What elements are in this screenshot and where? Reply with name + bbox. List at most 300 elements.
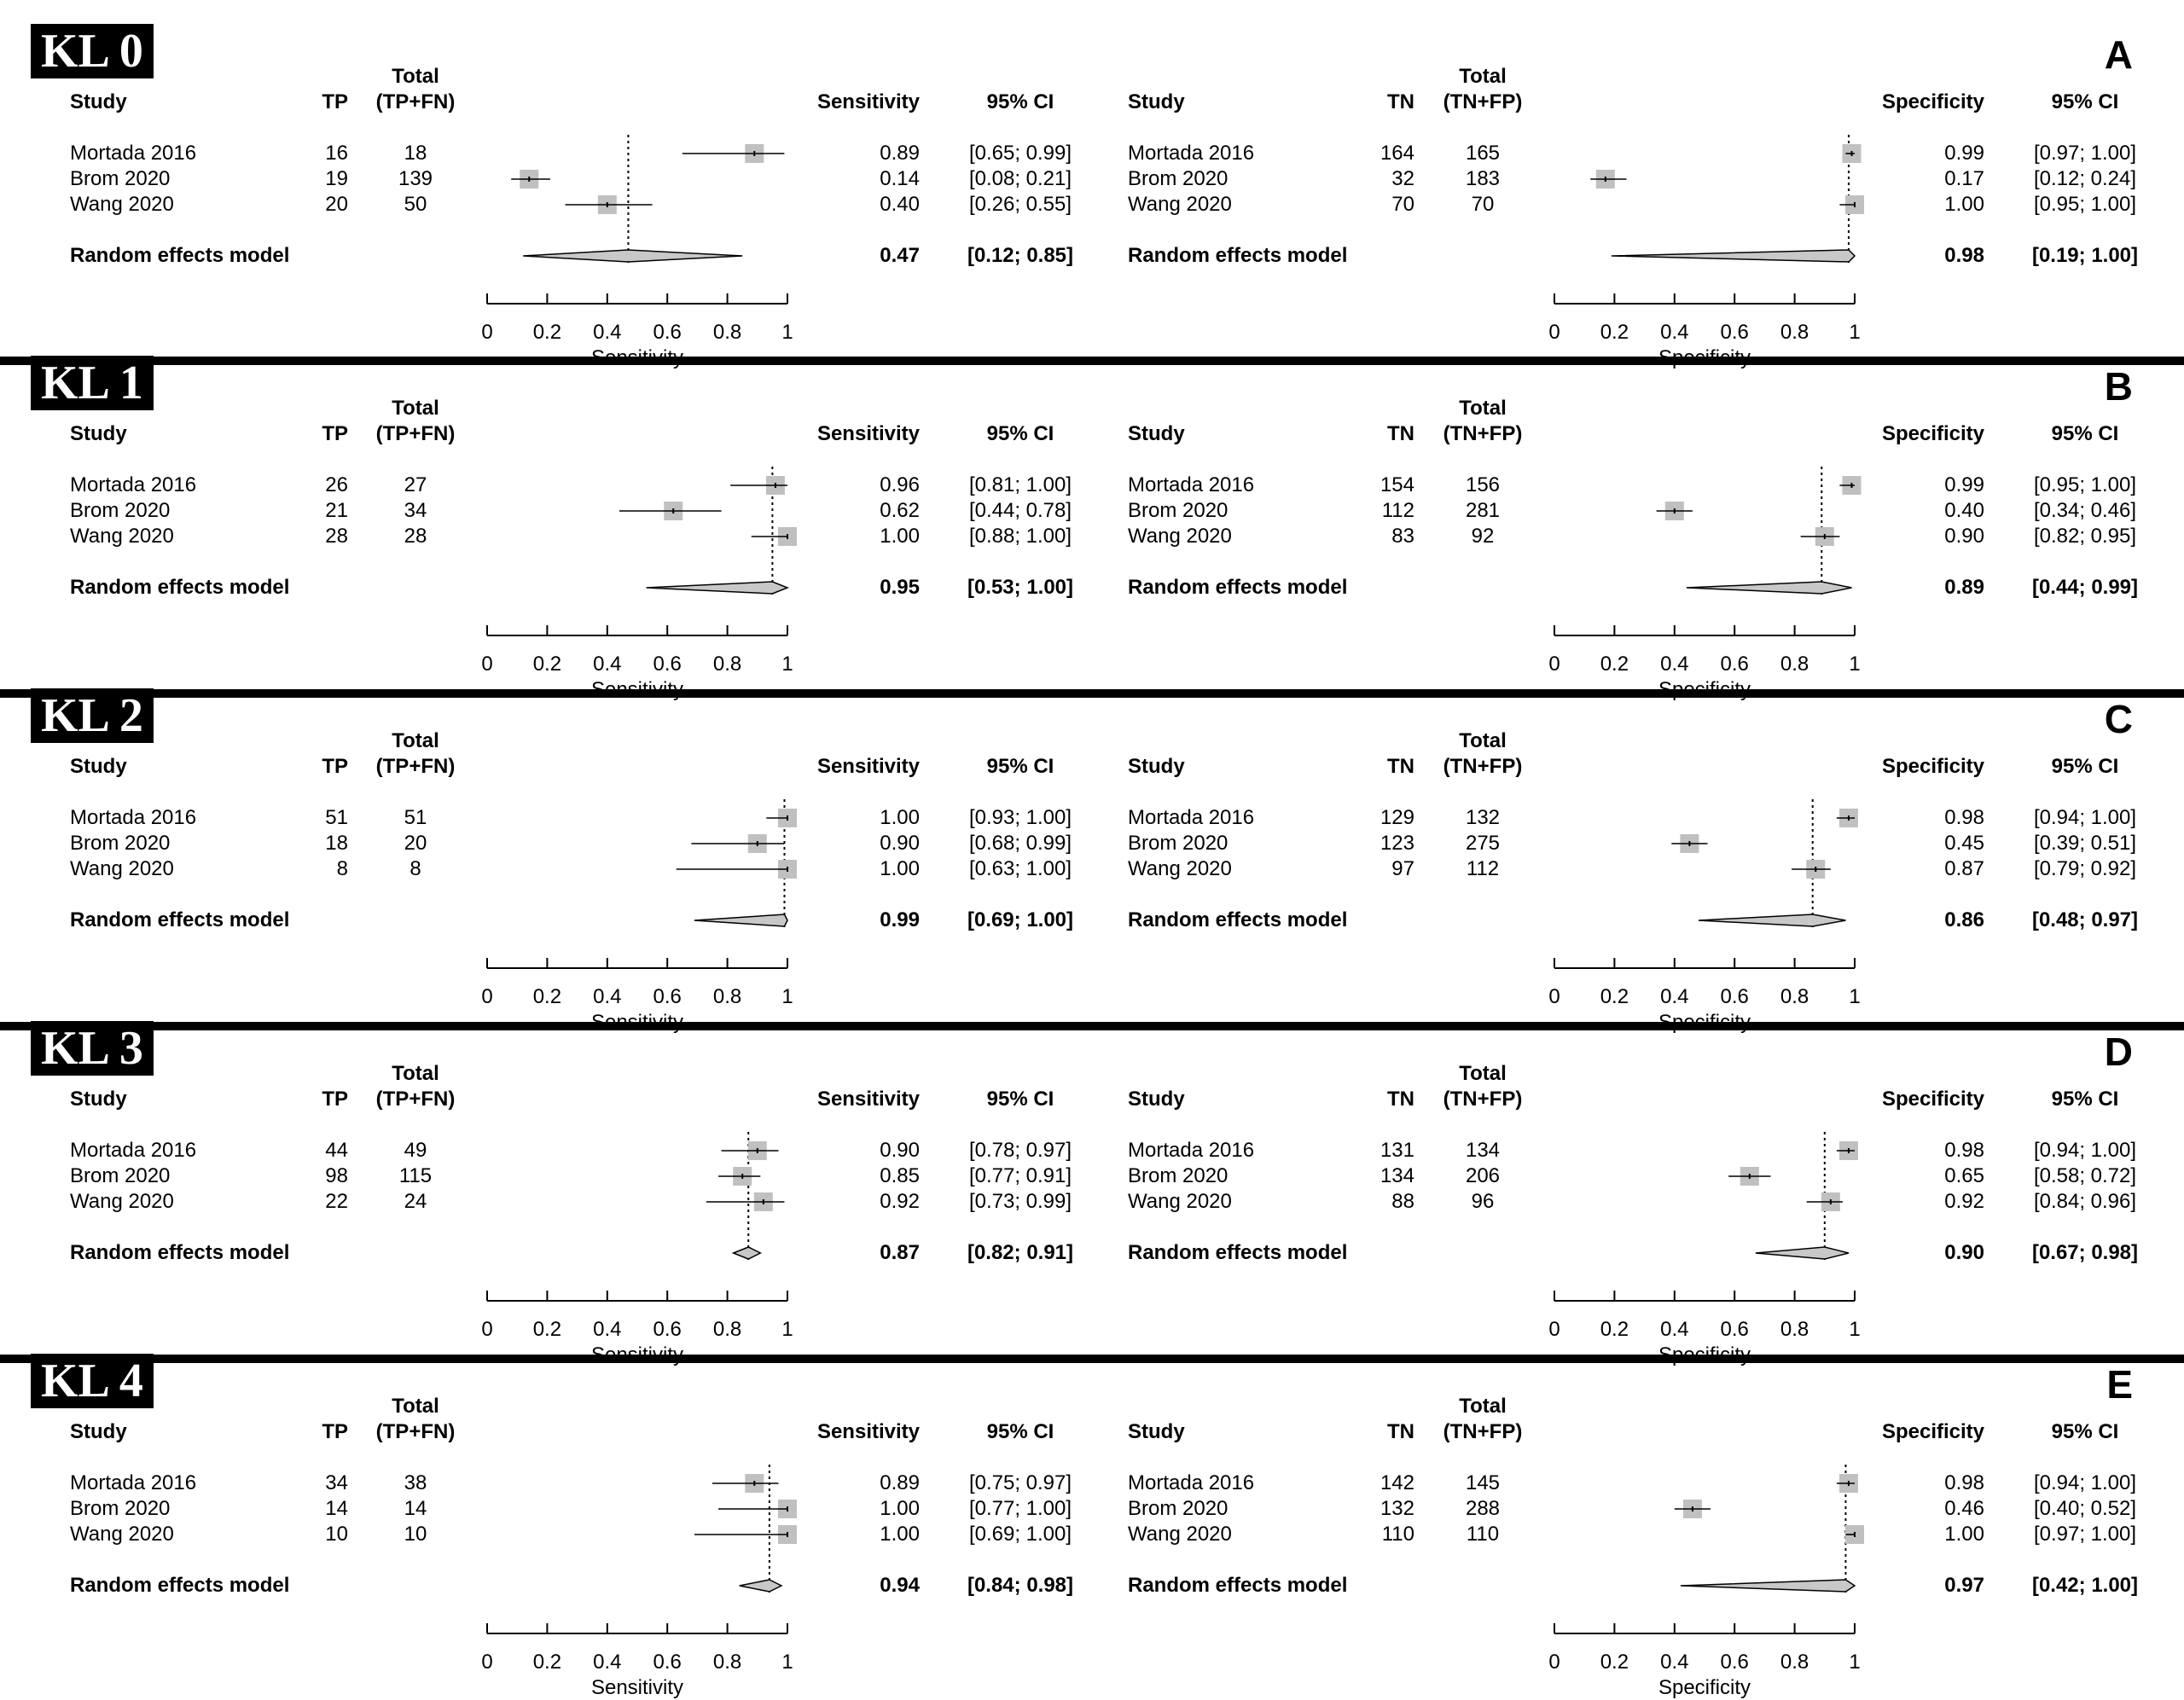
x-tick-label: 0.8 [712,653,742,676]
tn-value: 70 [1391,193,1414,216]
x-tick-label: 0.4 [593,653,622,676]
ci-value: [0.97; 1.00] [2033,1523,2137,1546]
ci-value: [0.69; 1.00] [968,1523,1072,1546]
x-tick-label: 0 [1548,1651,1560,1674]
study-name: Brom 2020 [1128,832,1228,855]
ci-header: 95% CI [2051,422,2119,445]
ci-value: [0.68; 0.99] [968,832,1072,855]
estimate-value: 0.99 [1944,142,1984,165]
pooled-label: Random effects model [70,1574,290,1597]
study-name: Mortada 2016 [1128,142,1255,165]
tn-value: 123 [1380,832,1414,855]
ci-value: [0.93; 1.00] [968,806,1072,829]
estimate-value: 1.00 [880,1497,920,1520]
study-name: Mortada 2016 [70,142,197,165]
total-value: 139 [398,167,433,190]
total-header: (TP+FN) [375,1088,456,1111]
pooled-estimate: 0.89 [1944,576,1984,599]
estimate-value: 0.96 [880,473,920,496]
study-estimate-square [598,195,617,214]
study-name: Mortada 2016 [1128,806,1255,829]
ci-value: [0.82; 0.95] [2033,525,2137,548]
x-tick-label: 0.4 [593,1318,622,1341]
total-value: 165 [1465,142,1501,165]
x-tick-label: 0 [1548,1318,1560,1341]
estimate-value: 0.62 [880,499,920,522]
estimate-value: 0.99 [1944,473,1984,496]
study-name: Brom 2020 [70,1497,171,1520]
total-value: 110 [1466,1523,1500,1546]
panel-separator [0,357,2184,365]
pooled-diamond [1612,250,1855,262]
total-value: 96 [1471,1190,1495,1213]
x-tick-label: 0.6 [1720,985,1749,1008]
study-header: Study [70,755,127,778]
total-header: (TN+FP) [1443,755,1523,778]
tp-value: 19 [325,167,348,190]
pooled-label: Random effects model [70,244,290,267]
total-header-top: Total [1459,729,1507,752]
study-name: Wang 2020 [70,1190,174,1213]
estimate-value: 0.98 [1944,806,1984,829]
pooled-diamond [1687,582,1852,594]
study-name: Wang 2020 [1128,1190,1232,1213]
ci-value: [0.73; 0.99] [968,1190,1072,1213]
x-tick-label: 0.6 [653,1318,682,1341]
estimate-value: 0.89 [880,142,920,165]
pooled-estimate: 0.95 [880,576,920,599]
pooled-diamond [1756,1247,1849,1259]
total-value: 28 [404,525,427,548]
tp-value: 18 [325,832,348,855]
study-estimate-square [520,170,538,189]
study-estimate-square [1839,809,1858,827]
x-tick-label: 1 [1849,653,1861,676]
tp-header: TP [322,755,348,778]
ci-header: 95% CI [986,1088,1054,1111]
tp-value: 8 [336,857,348,880]
tp-value: 28 [325,525,348,548]
study-name: Wang 2020 [1128,1523,1232,1546]
tn-value: 32 [1391,167,1414,190]
ci-value: [0.63; 1.00] [968,857,1072,880]
total-value: 20 [404,832,427,855]
total-value: 92 [1471,525,1495,548]
pooled-diamond [734,1247,761,1259]
ci-value: [0.65; 0.99] [968,142,1072,165]
study-estimate-square [1740,1167,1759,1186]
x-tick-label: 0.2 [1600,653,1629,676]
ci-value: [0.12; 0.24] [2033,167,2137,190]
specificity-header: Specificity [1881,90,1984,113]
tn-header: TN [1387,755,1414,778]
study-estimate-square [754,1192,773,1211]
study-estimate-square [1683,1500,1702,1518]
ci-value: [0.78; 0.97] [968,1139,1072,1162]
estimate-value: 0.65 [1944,1164,1984,1187]
panel-letter: C [2104,697,2133,741]
x-tick-label: 1 [781,1318,793,1341]
total-header: (TP+FN) [375,1420,456,1443]
study-header: Study [70,90,127,113]
x-tick-label: 0.8 [1780,985,1809,1008]
estimate-value: 0.90 [880,1139,920,1162]
study-estimate-square [1845,1525,1864,1544]
ci-value: [0.79; 0.92] [2033,857,2137,880]
tn-value: 97 [1391,857,1414,880]
pooled-label: Random effects model [1128,908,1348,931]
tn-value: 164 [1380,142,1414,165]
study-name: Wang 2020 [70,193,174,216]
study-name: Wang 2020 [1128,193,1232,216]
tp-header: TP [322,90,348,113]
panel-label: KL 0 [31,24,154,78]
panel-label: KL 3 [31,1021,154,1076]
study-name: Brom 2020 [70,499,171,522]
x-tick-label: 0.2 [1600,1651,1629,1674]
total-header-top: Total [1459,397,1507,420]
ci-value: [0.94; 1.00] [2033,806,2137,829]
x-tick-label: 0 [481,1318,493,1341]
x-tick-label: 1 [781,1651,793,1674]
ci-header: 95% CI [986,90,1054,113]
tp-header: TP [322,1420,348,1443]
x-tick-label: 0.8 [712,1651,742,1674]
study-name: Brom 2020 [1128,167,1228,190]
pooled-diamond [740,1580,781,1592]
total-header-top: Total [392,1062,439,1085]
x-tick-label: 0.4 [1660,321,1689,344]
tn-value: 112 [1381,499,1414,522]
x-axis-label: Specificity [1658,1676,1751,1699]
x-tick-label: 0.6 [653,321,682,344]
pooled-label: Random effects model [1128,576,1348,599]
x-tick-label: 0.8 [712,985,742,1008]
tp-value: 51 [325,806,348,829]
x-tick-label: 0.4 [1660,985,1689,1008]
estimate-value: 1.00 [1944,193,1984,216]
ci-header: 95% CI [986,422,1054,445]
study-estimate-square [778,809,797,827]
study-name: Brom 2020 [70,1164,171,1187]
x-tick-label: 0 [1548,985,1560,1008]
study-name: Wang 2020 [70,1523,174,1546]
estimate-value: 0.46 [1944,1497,1984,1520]
x-axis-label: Specificity [1658,1343,1751,1366]
total-value: 156 [1465,473,1501,496]
total-header: (TP+FN) [375,422,456,445]
total-value: 70 [1471,193,1495,216]
ci-value: [0.77; 1.00] [968,1497,1072,1520]
x-tick-label: 1 [1849,1318,1861,1341]
total-header: (TN+FP) [1443,422,1523,445]
pooled-ci: [0.12; 0.85] [967,244,1074,267]
x-tick-label: 1 [781,985,793,1008]
study-name: Wang 2020 [70,857,174,880]
study-header: Study [1128,1420,1185,1443]
x-tick-label: 0.6 [653,1651,682,1674]
tn-header: TN [1387,422,1414,445]
study-name: Mortada 2016 [70,1471,197,1494]
study-estimate-square [1665,502,1684,520]
study-name: Mortada 2016 [1128,1139,1255,1162]
pooled-ci: [0.19; 1.00] [2031,244,2139,267]
estimate-value: 0.14 [880,167,920,190]
study-header: Study [1128,422,1185,445]
study-header: Study [1128,755,1185,778]
pooled-label: Random effects model [70,1241,290,1264]
ci-value: [0.88; 1.00] [968,525,1072,548]
panel-separator [0,689,2184,698]
tp-value: 22 [325,1190,348,1213]
study-name: Mortada 2016 [70,1139,197,1162]
total-value: 34 [404,499,427,522]
study-estimate-square [778,527,797,546]
total-value: 115 [398,1164,433,1187]
study-name: Brom 2020 [1128,1497,1228,1520]
ci-value: [0.97; 1.00] [2033,142,2137,165]
total-value: 288 [1465,1497,1501,1520]
study-estimate-square [778,1500,797,1518]
study-header: Study [70,422,127,445]
sensitivity-header: Sensitivity [816,755,920,778]
panel-label: KL 4 [31,1354,154,1408]
total-value: 183 [1465,167,1501,190]
tn-value: 134 [1380,1164,1414,1187]
ci-value: [0.58; 0.72] [2033,1164,2137,1187]
x-tick-label: 0.8 [1780,1651,1809,1674]
total-value: 24 [404,1190,427,1213]
ci-header: 95% CI [2051,90,2119,113]
total-header: (TP+FN) [375,755,456,778]
tn-value: 131 [1380,1139,1414,1162]
x-tick-label: 0 [481,1651,493,1674]
x-tick-label: 0.2 [532,1651,562,1674]
ci-header: 95% CI [2051,1420,2119,1443]
x-axis-label: Specificity [1658,346,1751,369]
tp-header: TP [322,1088,348,1111]
pooled-label: Random effects model [70,576,290,599]
pooled-estimate: 0.98 [1944,244,1984,267]
study-name: Mortada 2016 [70,806,197,829]
total-value: 206 [1465,1164,1501,1187]
estimate-value: 0.92 [1944,1190,1984,1213]
study-estimate-square [745,1474,764,1493]
pooled-estimate: 0.94 [880,1574,920,1597]
pooled-ci: [0.42; 1.00] [2031,1574,2139,1597]
total-header-top: Total [1459,65,1507,88]
panel-letter: B [2104,364,2133,409]
study-estimate-square [733,1167,752,1186]
pooled-ci: [0.82; 0.91] [967,1241,1074,1264]
total-value: 51 [404,806,427,829]
ci-value: [0.44; 0.78] [968,499,1072,522]
sensitivity-header: Sensitivity [816,1088,920,1111]
x-tick-label: 0.2 [532,985,562,1008]
study-estimate-square [1842,144,1861,163]
study-estimate-square [1680,834,1699,853]
pooled-ci: [0.67; 0.98] [2031,1241,2139,1264]
total-value: 27 [404,473,427,496]
x-tick-label: 0.6 [653,653,682,676]
study-estimate-square [1845,195,1864,214]
total-header-top: Total [392,65,439,88]
pooled-ci: [0.48; 0.97] [2031,908,2139,931]
estimate-value: 1.00 [880,1523,920,1546]
tp-value: 44 [325,1139,348,1162]
tn-value: 132 [1380,1497,1414,1520]
x-tick-label: 0.4 [593,321,622,344]
x-tick-label: 0.2 [532,1318,562,1341]
estimate-value: 0.45 [1944,832,1984,855]
pooled-estimate: 0.99 [880,908,920,931]
x-tick-label: 0 [1548,653,1560,676]
estimate-value: 1.00 [880,857,920,880]
tp-value: 14 [325,1497,348,1520]
panel-letter: E [2106,1362,2133,1407]
estimate-value: 0.98 [1944,1471,1984,1494]
panel-letter: D [2104,1030,2133,1074]
panel-label: KL 1 [31,356,154,410]
total-header-top: Total [1459,1395,1507,1418]
total-header-top: Total [1459,1062,1507,1085]
estimate-value: 0.92 [880,1190,920,1213]
estimate-value: 0.90 [1944,525,1984,548]
ci-value: [0.39; 0.51] [2033,832,2137,855]
total-header: (TN+FP) [1443,90,1523,113]
study-estimate-square [748,834,767,853]
x-axis-label: Sensitivity [590,1676,684,1699]
pooled-diamond [647,582,787,594]
x-tick-label: 0.8 [1780,1318,1809,1341]
x-axis-label: Sensitivity [590,1343,684,1366]
x-tick-label: 0.4 [1660,1318,1689,1341]
x-tick-label: 0 [481,653,493,676]
tn-header: TN [1387,1088,1414,1111]
total-header: (TN+FP) [1443,1088,1523,1111]
study-estimate-square [1842,476,1861,495]
pooled-label: Random effects model [1128,244,1348,267]
study-estimate-square [1815,527,1834,546]
total-value: 49 [404,1139,427,1162]
ci-value: [0.94; 1.00] [2033,1139,2137,1162]
tn-value: 142 [1380,1471,1414,1494]
tn-value: 129 [1380,806,1414,829]
x-tick-label: 0.6 [1720,1318,1749,1341]
ci-header: 95% CI [986,1420,1054,1443]
tp-value: 98 [325,1164,348,1187]
x-tick-label: 0.8 [1780,321,1809,344]
study-estimate-square [1839,1141,1858,1160]
pooled-diamond [694,914,787,926]
study-name: Wang 2020 [70,525,174,548]
total-value: 145 [1465,1471,1501,1494]
study-name: Mortada 2016 [1128,473,1255,496]
sensitivity-header: Sensitivity [816,90,920,113]
study-header: Study [1128,90,1185,113]
pooled-ci: [0.53; 1.00] [967,576,1074,599]
ci-value: [0.26; 0.55] [968,193,1072,216]
pooled-diamond [523,250,742,262]
x-tick-label: 0 [481,985,493,1008]
pooled-ci: [0.44; 0.99] [2031,576,2139,599]
pooled-diamond [1699,914,1845,926]
study-estimate-square [748,1141,767,1160]
study-header: Study [1128,1088,1185,1111]
sensitivity-header: Sensitivity [816,422,920,445]
study-estimate-square [1839,1474,1858,1493]
ci-value: [0.40; 0.52] [2033,1497,2137,1520]
x-tick-label: 0.6 [1720,1651,1749,1674]
x-tick-label: 0.6 [1720,653,1749,676]
x-axis-label: Sensitivity [590,346,684,369]
ci-value: [0.77; 0.91] [968,1164,1072,1187]
study-name: Mortada 2016 [1128,1471,1255,1494]
study-estimate-square [664,502,682,520]
specificity-header: Specificity [1881,422,1984,445]
x-tick-label: 0.2 [1600,321,1629,344]
x-tick-label: 1 [1849,1651,1861,1674]
x-tick-label: 0.8 [712,1318,742,1341]
x-axis-label: Specificity [1658,1011,1751,1034]
tp-value: 16 [325,142,348,165]
x-tick-label: 0.8 [1780,653,1809,676]
total-value: 132 [1465,806,1501,829]
tp-value: 34 [325,1471,348,1494]
ci-value: [0.08; 0.21] [968,167,1072,190]
x-tick-label: 0.8 [712,321,742,344]
total-value: 112 [1466,857,1500,880]
ci-value: [0.34; 0.46] [2033,499,2137,522]
total-value: 8 [410,857,421,880]
total-header-top: Total [392,397,439,420]
x-axis-label: Sensitivity [590,1011,684,1034]
pooled-estimate: 0.86 [1944,908,1984,931]
x-tick-label: 0 [1548,321,1560,344]
specificity-header: Specificity [1881,1420,1984,1443]
total-value: 38 [404,1471,427,1494]
estimate-value: 0.87 [1944,857,1984,880]
estimate-value: 1.00 [880,525,920,548]
study-estimate-square [766,476,785,495]
study-estimate-square [778,1525,797,1544]
x-tick-label: 0 [481,321,493,344]
x-tick-label: 0.4 [593,985,622,1008]
x-axis-label: Sensitivity [590,678,684,701]
total-header-top: Total [392,729,439,752]
pooled-ci: [0.69; 1.00] [967,908,1074,931]
total-value: 134 [1465,1139,1501,1162]
study-estimate-square [745,144,764,163]
tp-value: 26 [325,473,348,496]
study-header: Study [70,1088,127,1111]
sensitivity-header: Sensitivity [816,1420,920,1443]
total-value: 281 [1465,499,1501,522]
x-tick-label: 1 [781,321,793,344]
total-header: (TP+FN) [375,90,456,113]
x-tick-label: 0.4 [1660,1651,1689,1674]
total-value: 18 [404,142,427,165]
ci-value: [0.75; 0.97] [968,1471,1072,1494]
tn-value: 88 [1391,1190,1414,1213]
total-value: 275 [1465,832,1501,855]
pooled-estimate: 0.87 [880,1241,920,1264]
estimate-value: 0.89 [880,1471,920,1494]
ci-value: [0.95; 1.00] [2033,193,2137,216]
x-tick-label: 0.4 [1660,653,1689,676]
estimate-value: 0.40 [1944,499,1984,522]
ci-header: 95% CI [2051,1088,2119,1111]
